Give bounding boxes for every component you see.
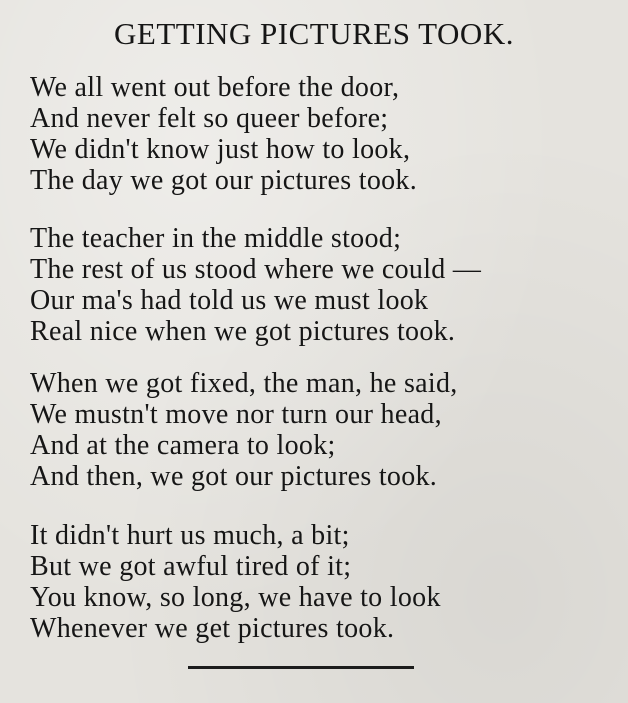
poem-line: You know, so long, we have to look [30, 582, 441, 613]
poem-line: We mustn't move nor turn our head, [30, 399, 442, 430]
poem-line: Our ma's had told us we must look [30, 285, 429, 316]
poem-line: Real nice when we got pictures took. [30, 316, 456, 347]
poem-title: GETTING PICTURES TOOK. [114, 16, 514, 51]
stanza-2 [30, 223, 620, 347]
poem-line: Whenever we get pictures took. [30, 613, 395, 644]
poem-line: And then, we got our pictures took. [30, 461, 438, 492]
poem-line: But we got awful tired of it; [30, 551, 352, 582]
poem-line: And at the camera to look; [30, 430, 336, 461]
poem-line: And never felt so queer before; [30, 103, 389, 134]
poem-line: The day we got our pictures took. [30, 165, 418, 196]
poem-line: When we got fixed, the man, he said, [30, 368, 458, 399]
poem-line: We didn't know just how to look, [30, 134, 411, 165]
stanza-1 [30, 72, 620, 196]
poem-line: The teacher in the middle stood; [30, 223, 402, 254]
stanza-4 [30, 520, 620, 644]
poem-line: We all went out before the door, [30, 72, 400, 103]
closing-rule-divider [188, 666, 414, 669]
poem-line: It didn't hurt us much, a bit; [30, 520, 350, 551]
stanza-3 [30, 368, 620, 492]
poem-line: The rest of us stood where we could — [30, 254, 482, 285]
